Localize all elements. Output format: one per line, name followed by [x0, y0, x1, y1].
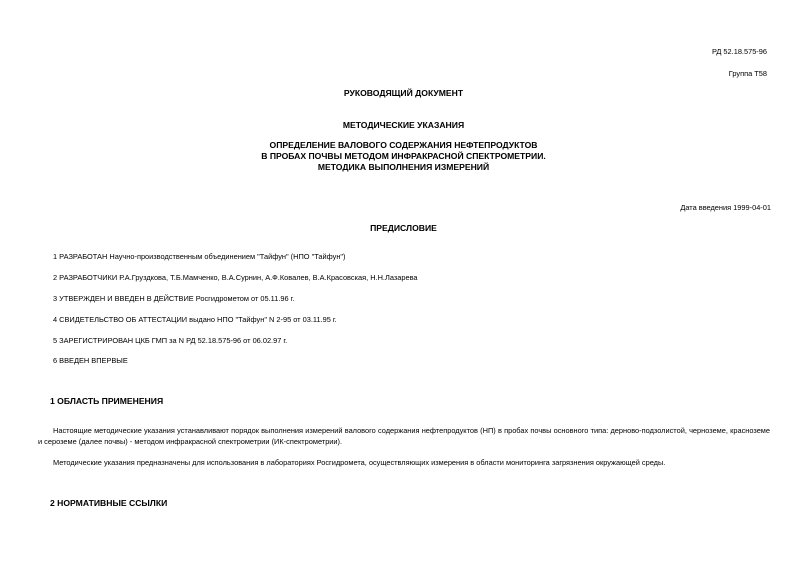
- foreword-item-1: 1 РАЗРАБОТАН Научно-производственным объединением "Тайфун" (НПО "Тайфун"): [53, 252, 346, 261]
- section-1-paragraph-1: Настоящие методические указания устанавливают порядок выполнения измерений валового содержания нефтепродуктов (НП) в пробах почвы основного типа: дерново-подзолистой, черноземе, красноземе и сероземе (далее почвы) - методом инфракрасной спектрометрии (ИК-спектрометрии).: [38, 426, 770, 446]
- introduction-date: Дата введения 1999-04-01: [680, 203, 771, 212]
- section-1-heading: 1 ОБЛАСТЬ ПРИМЕНЕНИЯ: [50, 396, 164, 406]
- foreword-item-6: 6 ВВЕДЕН ВПЕРВЫЕ: [53, 356, 128, 365]
- foreword-item-3: 3 УТВЕРЖДЕН И ВВЕДЕН В ДЕЙСТВИЕ Росгидрометом от 05.11.96 г.: [53, 294, 295, 303]
- document-title-line-2: В ПРОБАХ ПОЧВЫ МЕТОДОМ ИНФРАКРАСНОЙ СПЕКТРОМЕТРИИ.: [261, 151, 546, 161]
- document-subtitle: МЕТОДИЧЕСКИЕ УКАЗАНИЯ: [342, 120, 465, 130]
- foreword-item-5: 5 ЗАРЕГИСТРИРОВАН ЦКБ ГМП за N РД 52.18.575-96 от 06.02.97 г.: [53, 336, 288, 345]
- foreword-item-2: 2 РАЗРАБОТЧИКИ Р.А.Груздкова, Т.Б.Мамченко, В.А.Сурнин, А.Ф.Ковалев, В.А.Красовская, Н.Н.Лазарева: [53, 273, 418, 282]
- document-title-line-1: ОПРЕДЕЛЕНИЕ ВАЛОВОГО СОДЕРЖАНИЯ НЕФТЕПРОДУКТОВ: [269, 140, 538, 150]
- document-group: Группа Т58: [728, 69, 767, 78]
- foreword-item-4: 4 СВИДЕТЕЛЬСТВО ОБ АТТЕСТАЦИИ выдано НПО "Тайфун" N 2-95 от 03.11.95 г.: [53, 315, 337, 324]
- section-2-heading: 2 НОРМАТИВНЫЕ ССЫЛКИ: [50, 498, 168, 508]
- document-title-line-3: МЕТОДИКА ВЫПОЛНЕНИЯ ИЗМЕРЕНИЙ: [317, 162, 490, 172]
- document-type: РУКОВОДЯЩИЙ ДОКУМЕНТ: [343, 88, 464, 98]
- foreword-heading: ПРЕДИСЛОВИЕ: [370, 223, 437, 233]
- section-1-paragraph-2: Методические указания предназначены для использования в лабораториях Росгидромета, осуществляющих измерения в области мониторинга загрязнения окружающей среды.: [53, 458, 666, 467]
- document-code: РД 52.18.575-96: [711, 47, 767, 56]
